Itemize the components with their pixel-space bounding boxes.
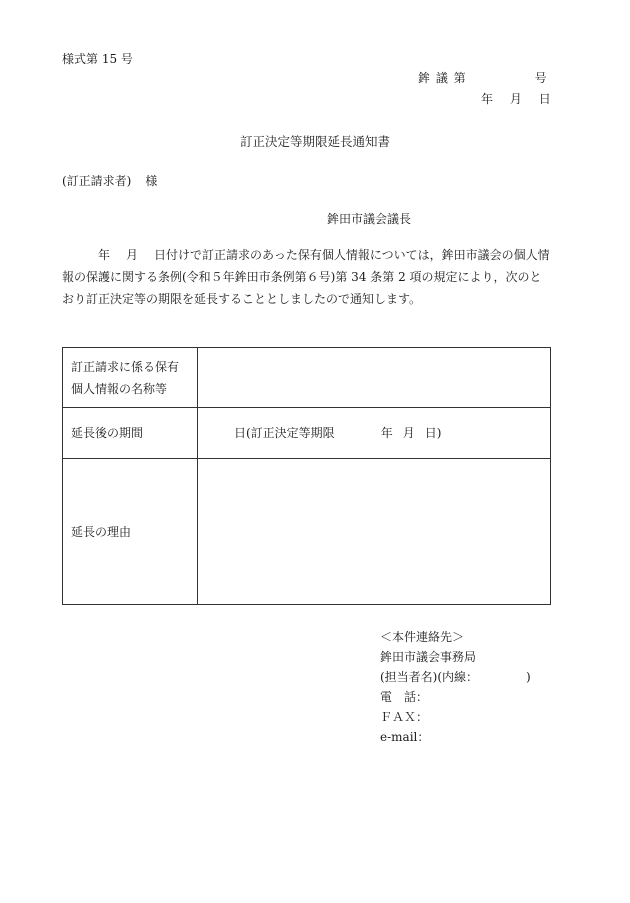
table-row: [63, 408, 551, 459]
date-month: 月: [509, 92, 522, 106]
contact-block: [380, 627, 531, 747]
period-year: 年: [380, 426, 393, 440]
recipient-label: (訂正請求者): [62, 174, 132, 188]
contact-email: e-mail：: [380, 730, 430, 744]
body-year: 年: [98, 248, 111, 262]
contact-person: [380, 667, 531, 687]
date-year: 年: [481, 92, 494, 106]
recipient-honorific: 様: [145, 174, 158, 188]
table-label: 個人情報の名称等: [71, 381, 168, 396]
recipient: [62, 172, 157, 189]
sender: 鉾田市議会議長: [327, 212, 412, 226]
document-number-suffix: 号: [534, 71, 548, 85]
contact-person-close: ): [526, 670, 531, 684]
contact-phone: 電 話：: [380, 690, 429, 704]
table-header-cell: 延長後の期間: [63, 408, 198, 459]
contact-heading: ＜本件連絡先＞: [380, 630, 465, 644]
table-value-cell: [198, 348, 551, 408]
document-date: [481, 90, 551, 107]
contact-fax: ＦＡＸ：: [380, 710, 429, 724]
table-header-cell: 延長の理由: [63, 459, 198, 605]
period-text: 日(訂正決定等期限: [234, 426, 335, 440]
form-number: 様式第 15 号: [62, 52, 133, 66]
period-day: 日): [424, 426, 442, 440]
table-value-cell: [198, 408, 551, 459]
table-row: [63, 459, 551, 605]
document-title: 訂正決定等期限延長通知書: [239, 134, 390, 149]
contact-person-label: (担当者名)(内線：: [380, 670, 479, 684]
date-day: 日: [538, 92, 551, 106]
document-number-prefix: 鉾 議 第: [418, 71, 467, 85]
table-value-cell: [198, 459, 551, 605]
body-paragraph: [62, 244, 552, 310]
info-table: [62, 347, 551, 605]
body-text: 日付けで訂正請求のあった保有個人情報については，鉾田市議会の個人情報の保護に関する条例(令和５年鉾田市条例第６号)第 34 条第 2 項の規定により，次のとおり訂正決定等の期限を延長することとしましたので通知します。: [62, 248, 550, 306]
body-month: 月: [126, 248, 139, 262]
table-header-cell: [63, 348, 198, 408]
document-number: [418, 69, 548, 86]
period-month: 月: [402, 426, 415, 440]
table-label: 訂正請求に係る保有: [71, 359, 180, 374]
contact-office: 鉾田市議会事務局: [380, 650, 477, 664]
table-row: [63, 348, 551, 408]
